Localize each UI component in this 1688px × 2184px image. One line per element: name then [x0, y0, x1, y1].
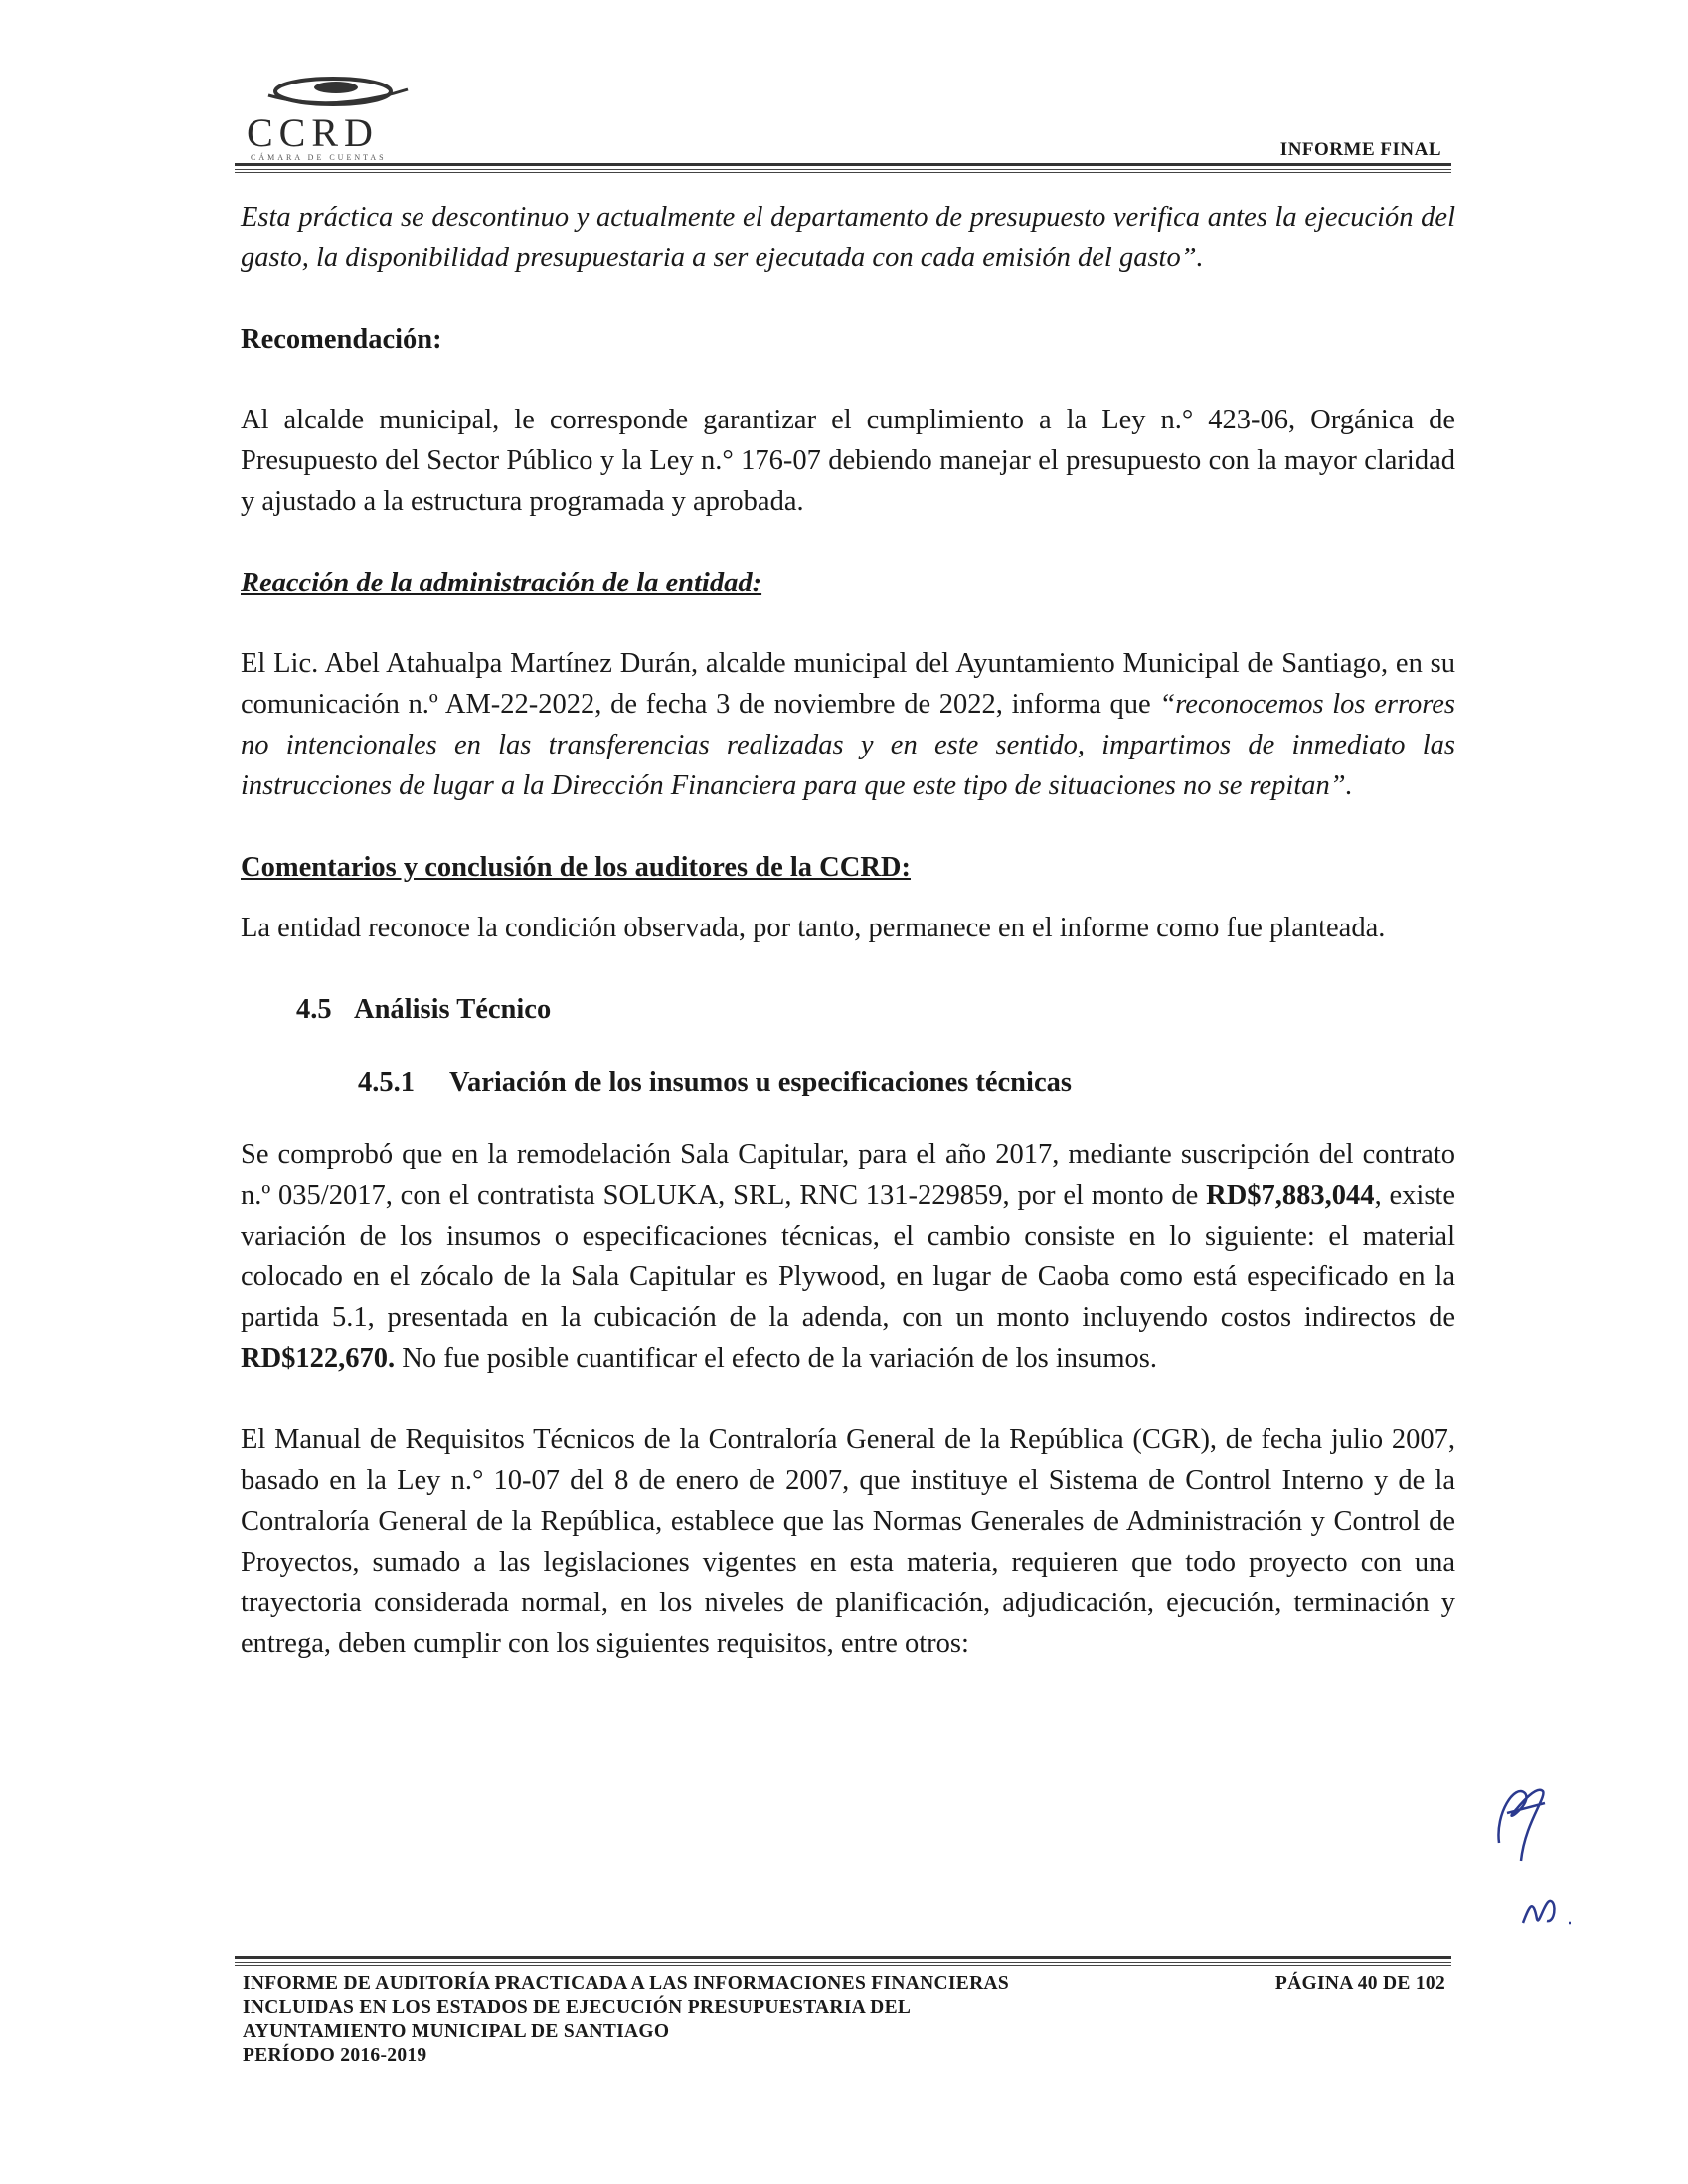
- variation-text-a: Se comprobó que en la remodelación Sala Capitular, para el año 2017, mediante suscripción del contrato n.º 035/2017, con el contratista SOLUKA, SRL, RNC 131-229859, por el monto de: [241, 1139, 1455, 1211]
- document-body: [241, 197, 1455, 1664]
- signature-initials-icon: [1485, 1773, 1555, 1868]
- page-footer: [243, 1972, 1445, 2068]
- comments-paragraph: La entidad reconoce la condición observada, por tanto, permanece en el informe como fue planteada.: [241, 913, 1386, 943]
- indirect-cost-amount: RD$122,670.: [241, 1343, 396, 1374]
- report-label: INFORME FINAL: [1279, 139, 1441, 160]
- manual-paragraph: El Manual de Requisitos Técnicos de la Contraloría General de la República (CGR), de fecha julio 2007, basado en la Ley n.° 10-07 del 8 de enero de 2007, que instituye el Sistema de Control Interno y de la Contraloría General de la República, establece que las Normas Generales de Administración y Control de Proyectos, sumado a las legislaciones vigentes en esta materia, requieren que todo proyecto con una trayectoria considerada normal, en los niveles de planificación, adjudicación, ejecución, terminación y entrega, deben cumplir con los siguientes requisitos, entre otros:: [241, 1425, 1455, 1659]
- variation-text-b: , existe variación de los insumos o especificaciones técnicas, el cambio consiste en lo siguiente: el material colocado en el zócalo de la Sala Capitular es Plywood, en lugar de Caoba como está especificado en la partida 5.1, presentada en la cubicación de la adenda, con un monto incluyendo costos indirectos de: [241, 1180, 1455, 1333]
- section-heading: [296, 989, 1455, 1030]
- subsection-heading: [358, 1062, 1455, 1102]
- reaction-text: El Lic. Abel Atahualpa Martínez Durán, alcalde municipal del Ayuntamiento Municipal de Santiago, en su comunicación n.º AM-22-2022, de fecha 3 de noviembre de 2022, informa que: [241, 648, 1455, 720]
- footer-line-3: AYUNTAMIENTO MUNICIPAL DE SANTIAGO: [243, 2021, 670, 2042]
- variation-text-c: No fue posible cuantificar el efecto de la variación de los insumos.: [395, 1343, 1158, 1374]
- reaction-paragraph: [241, 643, 1455, 806]
- recommendation-heading: Recomendación:: [241, 324, 442, 355]
- recommendation-paragraph: Al alcalde municipal, le corresponde garantizar el cumplimiento a la Ley n.° 423-06, Orgánica de Presupuesto del Sector Público y la Ley n.° 176-07 debiendo manejar el presupuesto con la mayor claridad y ajustado a la estructura programada y aprobada.: [241, 405, 1455, 517]
- footer-divider: [235, 1956, 1451, 1966]
- variation-paragraph: [241, 1134, 1455, 1379]
- subsection-title: Variación de los insumos u especificaciones técnicas: [449, 1067, 1072, 1097]
- footer-line-1: INFORME DE AUDITORÍA PRACTICADA A LAS INFORMACIONES FINANCIERAS: [243, 1973, 1010, 1994]
- logo-subtitle: CÁMARA DE CUENTAS: [251, 153, 387, 162]
- logo-name: CCRD: [247, 110, 379, 155]
- contract-amount: RD$7,883,044: [1206, 1180, 1375, 1211]
- comments-heading: Comentarios y conclusión de los auditores de la CCRD:: [241, 852, 911, 883]
- footer-line-2: INCLUIDAS EN LOS ESTADOS DE EJECUCIÓN PRESUPUESTARIA DEL: [243, 1997, 912, 2018]
- footer-line-4: PERÍODO 2016-2019: [243, 2045, 427, 2066]
- page-number: PÁGINA 40 DE 102: [1274, 1973, 1445, 1994]
- signature-mark-icon: [1517, 1889, 1587, 1931]
- subsection-number: 4.5.1: [358, 1067, 415, 1097]
- reaction-heading: Reacción de la administración de la entidad:: [241, 568, 762, 598]
- reaction-quote: “reconocemos los errores no intencionales en las transferencias realizadas y en este sentido, impartimos de inmediato las instrucciones de lugar a la Dirección Financiera para que este tipo de situaciones no se repitan”.: [241, 689, 1455, 801]
- header-divider: [235, 163, 1451, 173]
- logo-emblem-icon: [239, 66, 467, 115]
- section-title: Análisis Técnico: [354, 994, 552, 1025]
- ccrd-logo: [239, 66, 467, 175]
- intro-paragraph: Esta práctica se descontinuo y actualmente el departamento de presupuesto verifica antes la ejecución del gasto, la disponibilidad presupuestaria a ser ejecutada con cada emisión del gasto”.: [241, 202, 1455, 273]
- section-number: 4.5: [296, 994, 332, 1025]
